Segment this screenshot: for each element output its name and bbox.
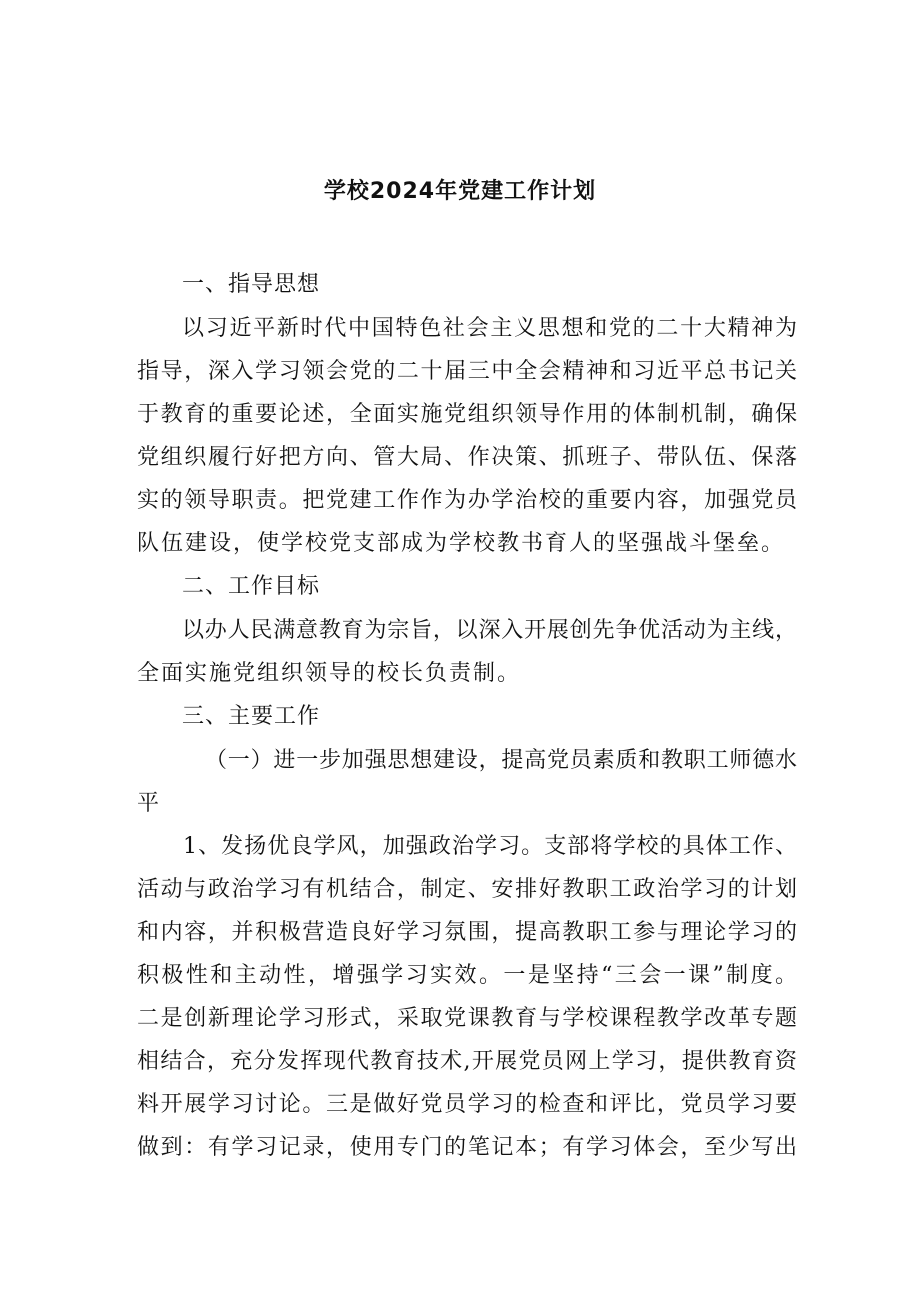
section-heading-work-goals: 二、工作目标	[182, 574, 321, 599]
paragraph-line: 积极性和主动性，增强学习实效。一是坚持“三会一课”制度。	[137, 963, 797, 988]
paragraph-line: 相结合，充分发挥现代教育技术,开展党员网上学习，提供教育资	[137, 1049, 797, 1074]
paragraph-line: 以办人民满意教育为宗旨，以深入开展创先争优活动为主线，	[182, 618, 797, 643]
paragraph-line: 和内容，并积极营造良好学习氛围，提高教职工参与理论学习的	[137, 920, 797, 945]
document-title: 学校2024年党建工作计划	[323, 179, 597, 204]
paragraph-line: 活动与政治学习有机结合，制定、安排好教职工政治学习的计划	[137, 877, 797, 902]
subheading-line: 平	[137, 791, 162, 816]
paragraph-line: 实的领导职责。把党建工作作为办学治校的重要内容，加强党员	[137, 488, 797, 513]
paragraph-line: 做到：有学习记录，使用专门的笔记本；有学习体会，至少写出	[137, 1135, 797, 1160]
paragraph-line: 二是创新理论学习形式，采取党课教育与学校课程教学改革专题	[137, 1006, 797, 1031]
subheading-line: （一）进一步加强思想建设，提高党员素质和教职工师德水	[205, 748, 797, 773]
paragraph-line: 全面实施党组织领导的校长负责制。	[137, 661, 522, 686]
section-heading-main-work: 三、主要工作	[182, 704, 321, 729]
paragraph-line: 1、发扬优良学风，加强政治学习。支部将学校的具体工作、	[183, 834, 797, 859]
paragraph-line: 料开展学习讨论。三是做好党员学习的检查和评比，党员学习要	[137, 1092, 797, 1117]
paragraph-line: 于教育的重要论述，全面实施党组织领导作用的体制机制，确保	[137, 402, 797, 427]
section-heading-guiding-ideology: 一、指导思想	[182, 272, 321, 297]
paragraph-line: 指导，深入学习领会党的二十届三中全会精神和习近平总书记关	[137, 359, 797, 384]
paragraph-line: 以习近平新时代中国特色社会主义思想和党的二十大精神为	[182, 316, 797, 341]
paragraph-line: 队伍建设，使学校党支部成为学校教书育人的坚强战斗堡垒。	[137, 531, 786, 556]
paragraph-line: 党组织履行好把方向、管大局、作决策、抓班子、带队伍、保落	[137, 445, 797, 470]
